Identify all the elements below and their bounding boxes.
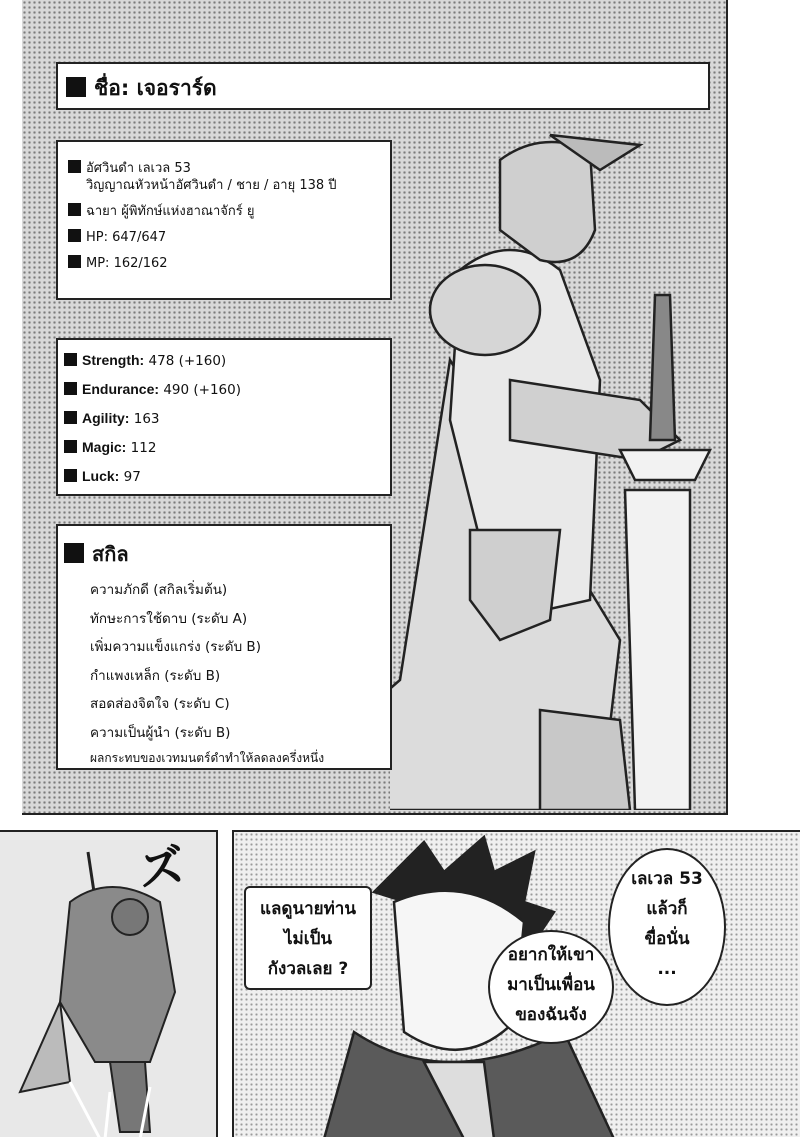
bullet-square-icon [64,382,77,395]
stat-luck [64,468,384,497]
knight-pauldron [430,265,540,355]
bullet-square-icon [68,160,81,173]
stat-label: Luck: [82,468,120,484]
character-title: ฉายา ผู้พิทักษ์แห่งฮาณาจักร์ ยู [86,204,255,219]
stat-value: 112 [130,440,157,456]
skills-box [56,524,392,770]
status-box [56,140,392,300]
walking-knight-illustration [0,832,218,1137]
stat-value: 478 (+160) [148,353,227,369]
bullet-square-icon [68,255,81,268]
stat-value: 163 [133,411,160,427]
stat-label: Magic: [82,439,127,455]
stat-label: Endurance: [82,381,160,397]
bubble-line: แลดูนายท่าน [260,899,356,919]
bullet-square-icon [64,440,77,453]
stats-box [56,338,392,496]
speech-bubble-middle [488,930,614,1044]
character-description: วิญญาณหัวหน้าอัศวินดำ / ชาย / อายุ 138 ปี [86,178,337,193]
sound-effect-text: ズ [134,838,184,898]
bullet-square-icon [64,469,77,482]
bubble-line: ไม่เป็น [284,929,332,949]
hp-value: HP: 647/647 [86,230,167,245]
class-level: อัศวินดำ เลเวล 53 [86,161,191,176]
stat-strength [64,352,384,381]
knight-illustration [390,120,720,810]
skill-item: ความเป็นผู้นำ (ระดับ B) [90,724,231,741]
bullet-square-icon [68,229,81,242]
title-line [68,203,380,220]
stat-agility [64,410,384,439]
bubble-line: กังวลเลย ? [267,959,349,979]
bubble-line: แล้วก็ [646,899,688,919]
bullet-square-icon [68,203,81,216]
skill-item: กำแพงเหล็ก (ระดับ B) [90,667,221,684]
hp-line [68,229,380,246]
stat-label: Agility: [82,410,130,426]
bubble-line: เลเวล 53 [631,869,703,889]
bubble-line: ของฉันจัง [515,1005,587,1025]
skill-item: ทักษะการใช้ดาบ (ระดับ A) [90,610,248,627]
bubble-line: มาเป็นเพื่อน [507,975,595,995]
bullet-square-icon [64,411,77,424]
skill-note: ผลกระทบของเวทมนตร์ดำทำให้ลดลงครึ่งหนึ่ง [90,751,325,765]
skill-item: เพิ่มความแข็งแกร่ง (ระดับ B) [90,639,261,655]
stat-endurance [64,381,384,410]
bullet-square-icon [66,77,86,97]
bullet-square-icon [64,543,84,563]
skill-item: ความภักดี (สกิลเริ่มต้น) [90,582,228,598]
mp-value: MP: 162/162 [86,256,168,271]
skills-heading [64,538,384,570]
stat-magic [64,439,384,468]
skill-item: สอดส่องจิตใจ (ระดับ C) [90,696,230,712]
bottom-left-panel [0,830,218,1137]
mp-line [68,255,380,272]
knight-sword [620,295,710,810]
speech-bubble-right [608,848,726,1006]
stat-value: 490 (+160) [163,382,241,398]
stat-value: 97 [123,469,141,485]
speech-bubble-left [244,886,372,990]
bubble-line: ... [657,959,677,979]
character-name: ชื่อ: เจอราร์ด [94,76,217,100]
name-box [56,62,710,110]
bubble-line: อยากให้เขา [507,945,595,965]
bubble-line: ขื่อนั่น [644,929,690,949]
bullet-square-icon [64,353,77,366]
knight-helmet [500,142,595,262]
knight-boot [540,710,630,810]
class-level-line [68,160,380,194]
stat-label: Strength: [82,352,145,368]
skills-title: สกิล [92,542,129,566]
